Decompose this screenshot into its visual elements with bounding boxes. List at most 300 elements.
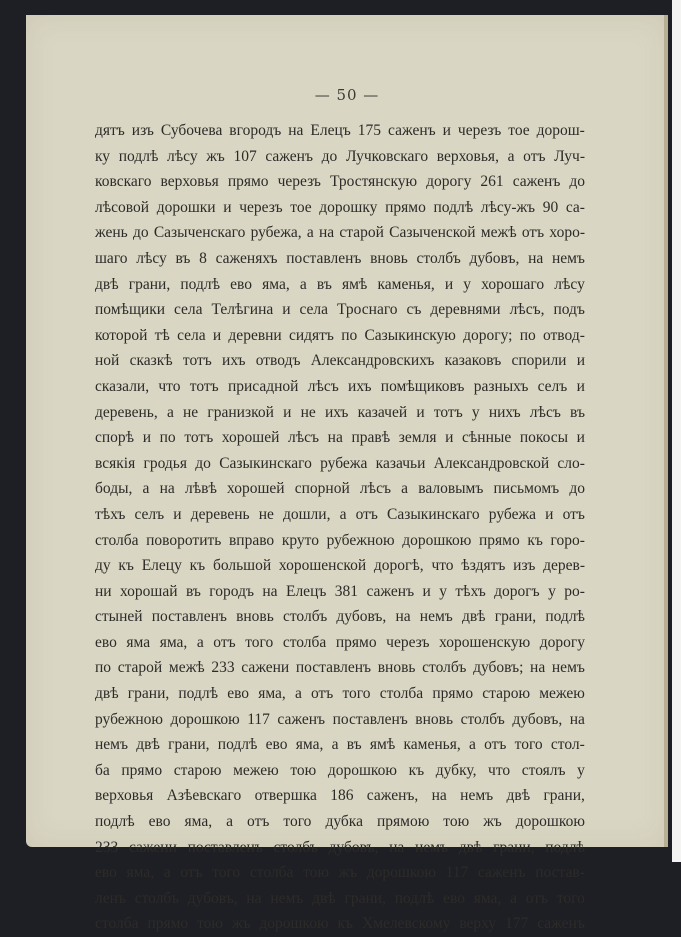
word: старою <box>173 761 222 779</box>
word: не <box>183 403 199 421</box>
word: на <box>528 249 544 267</box>
word: ево <box>95 864 117 882</box>
word: дорошку <box>319 198 378 216</box>
word: столбъ <box>422 659 467 677</box>
word: Лучковскаго <box>345 147 429 165</box>
word: Сазыченской <box>389 224 476 242</box>
word: ево <box>148 813 171 831</box>
word: въ <box>175 249 191 267</box>
text-line <box>95 502 585 528</box>
word: 107 <box>233 147 257 165</box>
word: Елецу <box>141 557 182 575</box>
word: тою <box>303 864 329 882</box>
word: на <box>569 710 585 728</box>
word: селъ <box>134 505 165 523</box>
word: рубежа, <box>250 224 302 242</box>
word: верховья, <box>436 147 499 165</box>
word: сказкѣ <box>129 352 173 370</box>
word: отъ <box>247 813 270 831</box>
word: къ <box>408 761 425 779</box>
word: подлѣ <box>433 198 474 216</box>
word: ковскаго <box>95 173 152 191</box>
word: столба <box>95 915 139 933</box>
word: 117 <box>445 864 469 882</box>
word: у <box>471 403 480 421</box>
word: столбъ <box>134 889 179 907</box>
word: Луч- <box>554 147 585 165</box>
text-line <box>95 732 585 758</box>
text-line <box>95 297 585 323</box>
word: двѣ <box>461 608 486 626</box>
word: отводъ <box>255 352 301 370</box>
word: Александровскихъ <box>310 352 435 370</box>
word: тое <box>290 198 312 216</box>
word: боды, <box>95 480 133 498</box>
viewer-edge <box>672 0 681 862</box>
word: деревнями <box>430 301 501 319</box>
word: яма, <box>473 889 502 907</box>
word: отъ <box>521 224 545 242</box>
text-line <box>95 220 585 246</box>
word: и <box>445 429 454 447</box>
word: 261 <box>480 173 504 191</box>
word: и <box>576 352 585 370</box>
word: отвод- <box>542 326 585 344</box>
word: 233 <box>211 659 235 677</box>
word: а <box>306 224 314 242</box>
word: что <box>158 377 181 395</box>
word: покосы <box>519 429 569 447</box>
word: подлѣ <box>217 736 258 754</box>
word: на <box>395 608 411 626</box>
word: до <box>569 480 585 498</box>
word: немъ <box>270 889 304 907</box>
word: постав- <box>535 864 585 882</box>
word: рубежною <box>95 710 163 728</box>
word: нихъ <box>488 403 521 421</box>
word: и <box>442 122 451 139</box>
word: отъ <box>484 736 507 754</box>
word: отъ <box>525 889 549 907</box>
word: дорогу <box>539 633 585 651</box>
text-line <box>95 246 585 272</box>
word: Азѣевскаго <box>166 787 242 805</box>
text-line <box>95 451 585 477</box>
word: немъ <box>415 838 449 856</box>
word: дубовъ, <box>469 249 520 267</box>
word: гродья <box>143 454 187 472</box>
text-line <box>95 553 585 579</box>
word: дорош- <box>536 122 585 139</box>
word: каменья, <box>377 275 435 293</box>
word: круто <box>281 531 319 549</box>
word: тѣхъ <box>95 505 126 523</box>
word: немъ <box>551 249 585 267</box>
word: и <box>173 505 182 523</box>
word: къ <box>337 915 354 933</box>
word: хорошенскую <box>439 633 531 651</box>
word: дубовъ, <box>512 710 563 728</box>
word: верховья <box>95 787 154 805</box>
text-line <box>95 809 585 835</box>
word: дятъ <box>95 122 125 139</box>
word: тотъ <box>184 429 214 447</box>
word: двѣ <box>95 275 119 293</box>
word: въ <box>570 403 585 421</box>
word: двѣ <box>312 889 336 907</box>
word: лѣсъ <box>288 429 320 447</box>
word: того <box>556 889 585 907</box>
word: лѣсу <box>136 249 167 267</box>
word: тотъ <box>189 377 219 395</box>
text-line <box>95 579 585 605</box>
text-line <box>95 272 585 298</box>
word: черезъ <box>239 198 283 216</box>
word: дорошкою <box>259 915 329 933</box>
word: отвершка <box>254 787 317 805</box>
word: а <box>339 505 347 523</box>
word: тою <box>197 915 224 933</box>
word: что <box>431 557 454 575</box>
word: дубовъ; <box>473 659 524 677</box>
word: прямо <box>432 685 474 703</box>
word: Телѣгина <box>211 301 274 319</box>
word: Троснаго <box>337 301 398 319</box>
word: саженъ <box>265 147 313 165</box>
text-line <box>95 630 585 656</box>
word: деревень <box>190 505 250 523</box>
word: на <box>262 582 278 600</box>
word: тое <box>508 122 530 139</box>
word: межѣ <box>168 659 205 677</box>
word: по <box>95 659 112 677</box>
word: верху <box>459 915 497 933</box>
word: и <box>223 198 232 216</box>
word: дубовъ, <box>187 889 238 907</box>
word: саженъ <box>512 173 561 191</box>
word: ной <box>95 352 120 370</box>
word: до <box>569 173 585 191</box>
word: на <box>319 224 335 242</box>
word: саженяхъ <box>215 249 278 267</box>
word: прямо <box>335 633 377 651</box>
word: что <box>488 761 511 779</box>
word: лѣсъ <box>359 480 391 498</box>
word: грани, <box>543 787 585 805</box>
text-line <box>95 528 585 554</box>
word: столбъ <box>282 608 328 626</box>
word: поставленъ <box>332 710 408 728</box>
word: городъ <box>209 582 254 600</box>
word: прямо <box>227 173 269 191</box>
word: поставленъ <box>151 608 227 626</box>
word: а <box>401 480 409 498</box>
word: села <box>173 301 203 319</box>
word: казачей <box>357 403 408 421</box>
text-line <box>95 860 585 886</box>
text-line <box>95 911 585 937</box>
word: грани, <box>344 889 386 907</box>
word: верховья <box>160 173 219 191</box>
word: на <box>246 889 262 907</box>
word: Хмелевскому <box>362 915 451 933</box>
word: 117 <box>247 710 270 728</box>
word: ду <box>95 557 111 575</box>
page-edge-shadow <box>664 15 668 847</box>
word: ѣздятъ <box>461 557 506 575</box>
word: Сазыченскаго <box>153 224 246 242</box>
word: Александровской <box>433 454 550 472</box>
word: 177 <box>505 915 529 933</box>
text-line <box>95 425 585 451</box>
word: подлѣ <box>394 889 435 907</box>
word: сказали, <box>95 377 150 395</box>
word: хоро- <box>549 224 585 242</box>
word: дорошкою <box>515 813 585 831</box>
word: и <box>283 403 292 421</box>
word: а <box>142 480 150 498</box>
word: сидятъ <box>288 326 334 344</box>
word: сажени <box>241 659 290 677</box>
word: а <box>510 889 517 907</box>
word: по <box>159 429 176 447</box>
word: грани, <box>127 685 170 703</box>
word: земля <box>398 429 437 447</box>
word: подлѣ <box>95 813 135 831</box>
word: ево <box>95 633 117 651</box>
word: дубку, <box>435 761 477 779</box>
word: спорной <box>294 480 350 498</box>
word: черезъ <box>386 633 430 651</box>
word: яма, <box>159 633 188 651</box>
word: ихъ <box>222 352 246 370</box>
word: по <box>341 326 358 344</box>
word: черезъ <box>457 122 502 139</box>
word: немъ <box>419 608 453 626</box>
word: и <box>416 403 425 421</box>
word: и <box>142 429 152 447</box>
word: ево <box>227 685 250 703</box>
word: въ <box>185 582 201 600</box>
word: немъ <box>551 659 585 677</box>
word: межею <box>233 761 279 779</box>
word: а <box>299 275 307 293</box>
word: подлѣ <box>545 838 585 856</box>
word: Елецъ <box>285 582 327 600</box>
word: двѣ <box>506 787 531 805</box>
word: ро- <box>564 582 585 600</box>
word: у <box>577 761 585 779</box>
word: тѣхъ <box>455 582 486 600</box>
word: ни <box>95 582 112 600</box>
word: столбъ <box>416 249 461 267</box>
word: а <box>196 633 204 651</box>
word: поставленъ <box>187 838 263 856</box>
word: саженъ <box>277 710 326 728</box>
word: ево <box>265 736 288 754</box>
word: саженъ <box>537 915 585 933</box>
word: горо- <box>550 531 585 549</box>
word: и <box>422 582 431 600</box>
word: отъ <box>355 505 378 523</box>
word: присадной <box>227 377 299 395</box>
text-line <box>95 655 585 681</box>
word: всякія <box>95 454 136 472</box>
word: столба <box>95 531 139 549</box>
word: поворотить <box>146 531 222 549</box>
word: стоялъ <box>521 761 566 779</box>
word: на <box>389 838 405 856</box>
word: дубка <box>325 813 363 831</box>
word: того <box>514 736 543 754</box>
word: Елецъ <box>310 122 351 139</box>
word: вновь <box>377 659 416 677</box>
text-line <box>95 374 585 400</box>
word: яма, <box>184 813 213 831</box>
word: дорогъ <box>494 582 540 600</box>
word: ку <box>95 147 111 165</box>
word: отъ <box>310 685 334 703</box>
word: лѣвѣ <box>184 480 217 498</box>
word: яма, <box>126 864 155 882</box>
word: межею <box>539 685 585 703</box>
word: деревни <box>228 326 282 344</box>
word: Сазыкинскую <box>364 326 456 344</box>
word: яма <box>126 633 151 651</box>
word: грани, <box>494 608 537 626</box>
word: 233 <box>95 838 119 856</box>
word: сажени <box>128 838 177 856</box>
word: дошли, <box>282 505 331 523</box>
word: столбъ <box>273 838 318 856</box>
word: вновь <box>415 710 454 728</box>
word: а <box>468 736 476 754</box>
word: а <box>163 864 171 882</box>
word: саженъ, <box>366 787 419 805</box>
word: помѣщиковъ <box>380 377 465 395</box>
word: 90 <box>542 198 559 216</box>
text-line <box>95 886 585 912</box>
word: дорошкою <box>170 710 240 728</box>
word: немъ <box>460 787 494 805</box>
word: подъ <box>553 301 585 319</box>
word: ямѣ <box>341 275 368 293</box>
word: гранизкой <box>207 403 274 421</box>
word: ленъ <box>95 889 126 907</box>
word: дорошкою <box>366 864 436 882</box>
word: прямо <box>121 761 163 779</box>
word: того <box>342 685 371 703</box>
word: каменья, <box>403 736 461 754</box>
text-line <box>95 323 585 349</box>
word: того <box>212 864 241 882</box>
text-line <box>95 348 585 374</box>
word: саженъ <box>388 122 436 139</box>
word: тотъ <box>182 352 212 370</box>
word: яма, <box>258 685 286 703</box>
word: рубежа <box>488 505 537 523</box>
word: на <box>288 122 304 139</box>
word: старой <box>117 659 163 677</box>
word: села <box>299 301 329 319</box>
text-line <box>95 835 585 861</box>
word: тою <box>290 761 317 779</box>
word: двѣ <box>458 838 483 856</box>
word: вгородъ <box>229 122 282 139</box>
word: подлѣ <box>180 275 220 293</box>
word: а <box>507 147 515 165</box>
word: старой <box>339 224 384 242</box>
word: рубежа <box>320 454 368 472</box>
word: дерев- <box>543 557 585 575</box>
word: къ <box>118 557 134 575</box>
word: до <box>195 454 211 472</box>
word: межѣ <box>480 224 517 242</box>
word: селъ <box>537 377 568 395</box>
word: тѣ <box>154 326 170 344</box>
word: ево <box>443 889 465 907</box>
word: жъ <box>206 147 225 165</box>
word: подлѣ <box>178 685 219 703</box>
word: спорили <box>511 352 567 370</box>
word: и <box>576 377 585 395</box>
word: разныхъ <box>473 377 529 395</box>
word: у <box>548 582 556 600</box>
body-text <box>95 118 585 937</box>
word: лѣсъ, <box>509 301 545 319</box>
text-line <box>95 783 585 809</box>
word: ево <box>230 275 252 293</box>
word: тотъ <box>433 403 463 421</box>
word: яма, <box>262 275 290 293</box>
word: ихъ <box>324 403 349 421</box>
word: черезъ <box>277 173 321 191</box>
word: на <box>327 429 343 447</box>
word: изъ <box>131 122 154 139</box>
word: стыней <box>95 608 143 626</box>
word: лѣсъ <box>307 377 339 395</box>
word: правѣ <box>351 429 391 447</box>
word: хорошенской <box>278 557 367 575</box>
word: на <box>431 787 447 805</box>
text-line <box>95 144 585 170</box>
word: столба <box>379 685 424 703</box>
word: жъ <box>338 864 358 882</box>
text-line <box>95 604 585 630</box>
word: ямѣ <box>369 736 396 754</box>
word: прямо <box>147 915 189 933</box>
word: поставленъ <box>295 659 372 677</box>
word: вправо <box>228 531 275 549</box>
word: дорогу <box>426 173 472 191</box>
word: казаковъ <box>444 352 502 370</box>
word: 8 <box>199 249 207 267</box>
word: на <box>159 480 175 498</box>
word: которой <box>95 326 148 344</box>
word: отъ <box>213 633 236 651</box>
word: отъ <box>562 505 585 523</box>
word: старою <box>482 685 531 703</box>
word: саженъ <box>366 582 415 600</box>
word: Субочева <box>160 122 223 139</box>
word: на <box>530 659 546 677</box>
word: прямою <box>376 813 430 831</box>
word: лѣсу-жъ <box>480 198 536 216</box>
word: стол- <box>550 736 585 754</box>
word: вновь <box>236 608 274 626</box>
text-line <box>95 476 585 502</box>
word: грани, <box>128 275 171 293</box>
